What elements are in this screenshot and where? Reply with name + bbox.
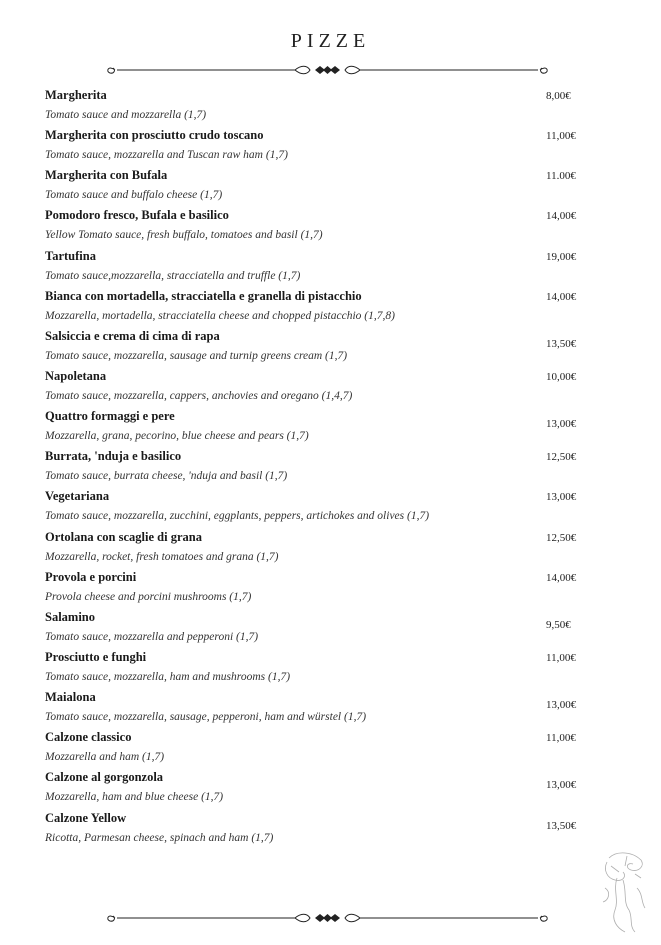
item-name: Calzone Yellow xyxy=(45,810,127,825)
menu-item xyxy=(45,327,585,367)
sketch-ornament-icon xyxy=(597,848,649,936)
item-description: Tomato sauce, mozzarella and pepperoni (1,7) xyxy=(45,630,259,643)
item-description: Provola cheese and porcini mushrooms (1,7) xyxy=(45,590,252,603)
item-name: Margherita xyxy=(45,88,107,102)
item-price: 13,50€ xyxy=(546,337,577,350)
item-price: 14,00€ xyxy=(546,290,577,303)
item-name: Vegetariana xyxy=(45,489,110,504)
item-description: Mozzarella, ham and blue cheese (1,7) xyxy=(45,791,224,804)
item-name: Salamino xyxy=(45,609,96,624)
item-description: Mozzarella, mortadella, stracciatella cheese and chopped pistacchio (1,7,8) xyxy=(45,309,395,322)
item-price: 11,00€ xyxy=(546,130,576,143)
item-description: Mozzarella and ham (1,7) xyxy=(45,751,165,764)
menu-item xyxy=(45,688,585,728)
menu-item xyxy=(45,247,585,287)
item-description: Tomato sauce, mozzarella, sausage and turnip greens cream (1,7) xyxy=(45,349,348,362)
item-description: Tomato sauce, mozzarella, zucchini, eggplants, peppers, artichokes and olives (1,7) xyxy=(45,510,430,523)
item-price: 12,50€ xyxy=(546,451,577,464)
item-price: 13,50€ xyxy=(546,819,577,832)
item-description: Tomato sauce, mozzarella, cappers, anchovies and oregano (1,4,7) xyxy=(45,389,353,402)
item-price: 11,00€ xyxy=(546,651,576,664)
item-name: Margherita con prosciutto crudo toscano xyxy=(45,128,264,143)
menu-item xyxy=(45,487,585,527)
menu-item xyxy=(45,166,585,206)
menu-item xyxy=(45,367,585,407)
item-price: 14,00€ xyxy=(546,210,577,223)
menu-item xyxy=(45,86,585,126)
menu-item xyxy=(45,809,585,849)
menu-item xyxy=(45,648,585,688)
item-name: Bianca con mortadella, stracciatella e granella di pistacchio xyxy=(45,288,362,303)
menu-item xyxy=(45,528,585,568)
item-name: Napoletana xyxy=(45,368,107,383)
item-description: Tomato sauce and mozzarella (1,7) xyxy=(45,109,207,121)
menu-item xyxy=(45,126,585,166)
item-description: Ricotta, Parmesan cheese, spinach and ham (1,7) xyxy=(45,831,274,844)
item-name: Calzone classico xyxy=(45,730,132,745)
item-description: Tomato sauce, mozzarella, sausage, pepperoni, ham and würstel (1,7) xyxy=(45,711,367,724)
menu-item xyxy=(45,608,585,648)
item-price: 14,00€ xyxy=(546,571,577,584)
item-price: 13,00€ xyxy=(546,779,577,792)
item-name: Tartufina xyxy=(45,248,96,263)
menu-item xyxy=(45,568,585,608)
item-description: Mozzarella, rocket, fresh tomatoes and grana (1,7) xyxy=(45,550,279,563)
item-description: Tomato sauce, burrata cheese, 'nduja and basil (1,7) xyxy=(45,470,288,483)
item-description: Tomato sauce, mozzarella and Tuscan raw ham (1,7) xyxy=(45,149,288,162)
item-price: 13,00€ xyxy=(546,491,577,504)
page-title: PIZZE xyxy=(290,30,371,52)
item-description: Yellow Tomato sauce, fresh buffalo, tomatoes and basil (1,7) xyxy=(45,229,323,242)
item-price: 11.00€ xyxy=(546,170,576,183)
item-name: Burrata, 'nduja e basilico xyxy=(45,449,182,464)
menu-item xyxy=(45,447,585,487)
menu-item xyxy=(45,407,585,447)
item-price: 13,00€ xyxy=(546,418,577,431)
item-name: Maialona xyxy=(45,690,96,705)
item-name: Margherita con Bufala xyxy=(45,168,168,183)
ornamental-divider-icon xyxy=(105,62,550,78)
menu-item xyxy=(45,206,585,246)
item-name: Salsiccia e crema di cima di rapa xyxy=(45,328,220,343)
item-name: Provola e porcini xyxy=(45,569,137,584)
item-price: 19,00€ xyxy=(546,250,577,263)
item-name: Pomodoro fresco, Bufala e basilico xyxy=(45,208,229,223)
pizza-menu xyxy=(45,86,585,849)
item-price: 11,00€ xyxy=(546,732,576,745)
item-name: Calzone al gorgonzola xyxy=(45,770,164,785)
item-description: Mozzarella, grana, pecorino, blue cheese and pears (1,7) xyxy=(45,430,309,443)
menu-item xyxy=(45,768,585,808)
item-price: 9,50€ xyxy=(546,618,571,631)
item-name: Prosciutto e funghi xyxy=(45,649,147,664)
menu-item xyxy=(45,728,585,768)
item-price: 10,00€ xyxy=(546,370,577,383)
item-description: Tomato sauce,mozzarella, stracciatella and truffle (1,7) xyxy=(45,269,301,282)
item-description: Tomato sauce, mozzarella, ham and mushrooms (1,7) xyxy=(45,670,291,683)
item-price: 12,50€ xyxy=(546,531,577,544)
item-name: Quattro formaggi e pere xyxy=(45,409,175,424)
item-description: Tomato sauce and buffalo cheese (1,7) xyxy=(45,189,223,202)
ornamental-divider-icon xyxy=(105,910,550,926)
item-price: 8,00€ xyxy=(546,90,571,102)
item-name: Ortolana con scaglie di grana xyxy=(45,529,202,544)
item-price: 13,00€ xyxy=(546,699,577,712)
menu-item xyxy=(45,287,585,327)
